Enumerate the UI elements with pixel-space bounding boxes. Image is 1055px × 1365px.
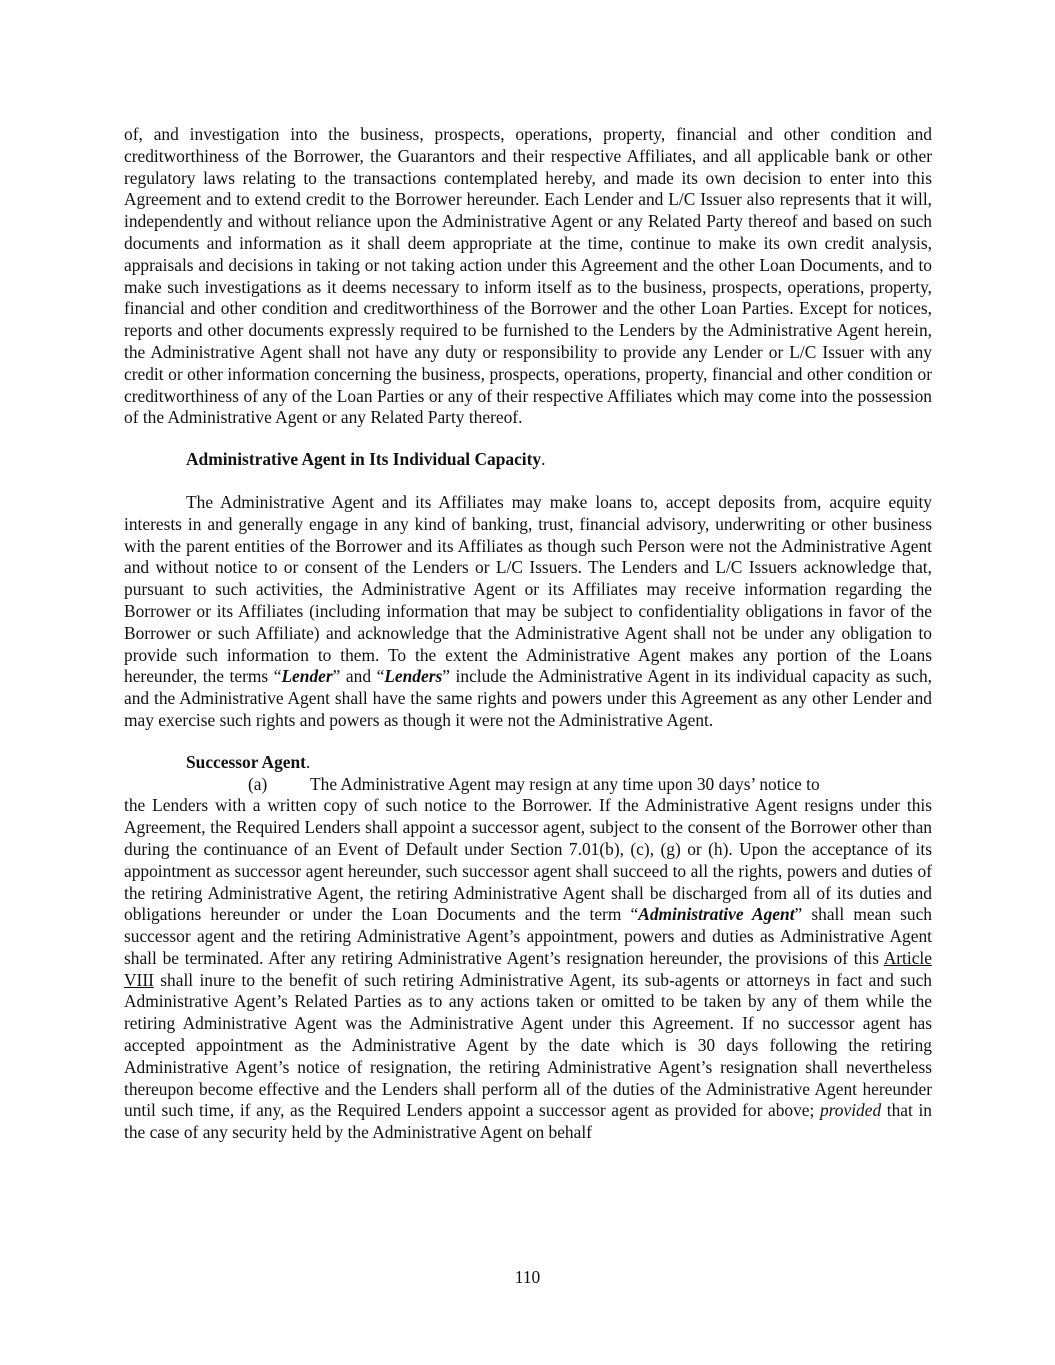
paragraph-text: shall inure to the benefit of such retiring Administrative Agent, its sub-agents or attorneys in fact and such Administrative Agent’s Related Parties as to any actions taken or omitted to be taken by any of them while the retiring Administrative Agent was the Administrative Agent under this Agreement. If no successor agent has accepted appointment as the Administrative Agent by the date which is 30 days following the retiring Administrative Agent’s notice of resignation, the retiring Administrative Agent’s resignation shall nevertheless thereupon become effective and the Lenders shall perform all of the duties of the Administrative Agent hereunder until such time, if any, as the Required Lenders appoint a successor agent as provided for above; — [124, 969, 932, 1121]
document-body — [124, 124, 932, 1144]
subparagraph-lead: The Administrative Agent may resign at any time upon 30 days’ notice to — [310, 773, 820, 794]
term-provided: provided — [819, 1100, 882, 1121]
heading-period: . — [305, 751, 311, 772]
article-reference: Article VIII — [124, 947, 932, 990]
defined-term-lenders: Lenders — [384, 666, 443, 687]
paragraph-individual-capacity — [124, 492, 932, 732]
defined-term-administrative-agent: Administrative Agent — [638, 904, 795, 925]
paragraph-investigation: of, and investigation into the business, prospects, operations, property, financial and other condition and creditworthiness of the Borrower, the Guarantors and their respective Affiliates, and all applicable bank or other regulatory laws relating to the transactions contemplated hereby, and made its own decision to enter into this Agreement and to extend credit to the Borrower hereunder. Each Lender and L/C Issuer also represents that it will, independently and without reliance upon the Administrative Agent or any Related Party thereof and based on such documents and information as it shall deem appropriate at the time, continue to make its own credit analysis, appraisals and decisions in taking or not taking action under this Agreement and the other Loan Documents, and to make such investigations as it deems necessary to inform itself as to the business, prospects, operations, property, financial and other condition and creditworthiness of the Borrower and the other Loan Parties. Except for notices, reports and other documents expressly required to be furnished to the Lenders by the Administrative Agent herein, the Administrative Agent shall not have any duty or responsibility to provide any Lender or L/C Issuer with any credit or other information concerning the business, prospects, operations, property, financial and other condition or creditworthiness of any of the Loan Parties or any of their respective Affiliates which may come into the possession of the Administrative Agent or any Related Party thereof. — [124, 124, 932, 428]
heading-text: Administrative Agent in Its Individual Capacity — [186, 449, 542, 470]
paragraph-text: The Administrative Agent and its Affiliates may make loans to, accept deposits from, acquire equity interests in and generally engage in any kind of banking, trust, financial advisory, underwriting or other business with the parent entities of the Borrower and its Affiliates as though such Person were not the Administrative Agent and without notice to or consent of the Lenders or L/C Issuers. The Lenders and L/C Issuers acknowledge that, pursuant to such activities, the Administrative Agent or its Affiliates may receive information regarding the Borrower or its Affiliates (including information that may be subject to confidentiality obligations in favor of the Borrower or such Affiliate) and acknowledge that the Administrative Agent shall not be under any obligation to provide such information to them. To the extent the Administrative Agent makes any portion of the Loans hereunder, the terms “ — [124, 491, 932, 687]
subparagraph-a-first-line — [124, 774, 932, 796]
defined-term-lender: Lender — [281, 666, 333, 687]
paragraph-text: that in the case of any security held by the Administrative Agent on behalf — [124, 1100, 932, 1143]
paragraph-text: the Lenders with a written copy of such notice to the Borrower. If the Administrative Agent resigns under this Agreement, the Required Lenders shall appoint a successor agent, subject to the consent of the Borrower other than during the continuance of an Event of Default under Section 7.01(b), (c), (g) or (h). Upon the acceptance of its appointment as successor agent hereunder, such successor agent shall succeed to all the rights, powers and duties of the retiring Administrative Agent, the retiring Administrative Agent shall be discharged from all of its duties and obligations hereunder or under the Loan Documents and the term “ — [124, 795, 932, 925]
paragraph-text: ” include the Administrative Agent in its individual capacity as such, and the Administrative Agent shall have the same rights and powers under this Agreement as any other Lender and may exercise such rights and powers as though it were not the Administrative Agent. — [124, 666, 932, 730]
section-heading-individual-capacity — [124, 449, 932, 471]
heading-period: . — [541, 449, 546, 470]
section-heading-successor-agent — [124, 752, 932, 774]
heading-text: Successor Agent — [186, 751, 306, 772]
subparagraph-number: (a) — [248, 773, 268, 794]
subparagraph-a-body — [124, 795, 932, 1144]
page-number: 110 — [514, 1267, 541, 1287]
paragraph-text: ” and “ — [332, 666, 385, 687]
paragraph-text: ” shall mean such successor agent and the retiring Administrative Agent’s appointment, powers and duties as Administrative Agent shall be terminated. After any retiring Administrative Agent’s resignation hereunder, the provisions of this — [124, 904, 932, 968]
